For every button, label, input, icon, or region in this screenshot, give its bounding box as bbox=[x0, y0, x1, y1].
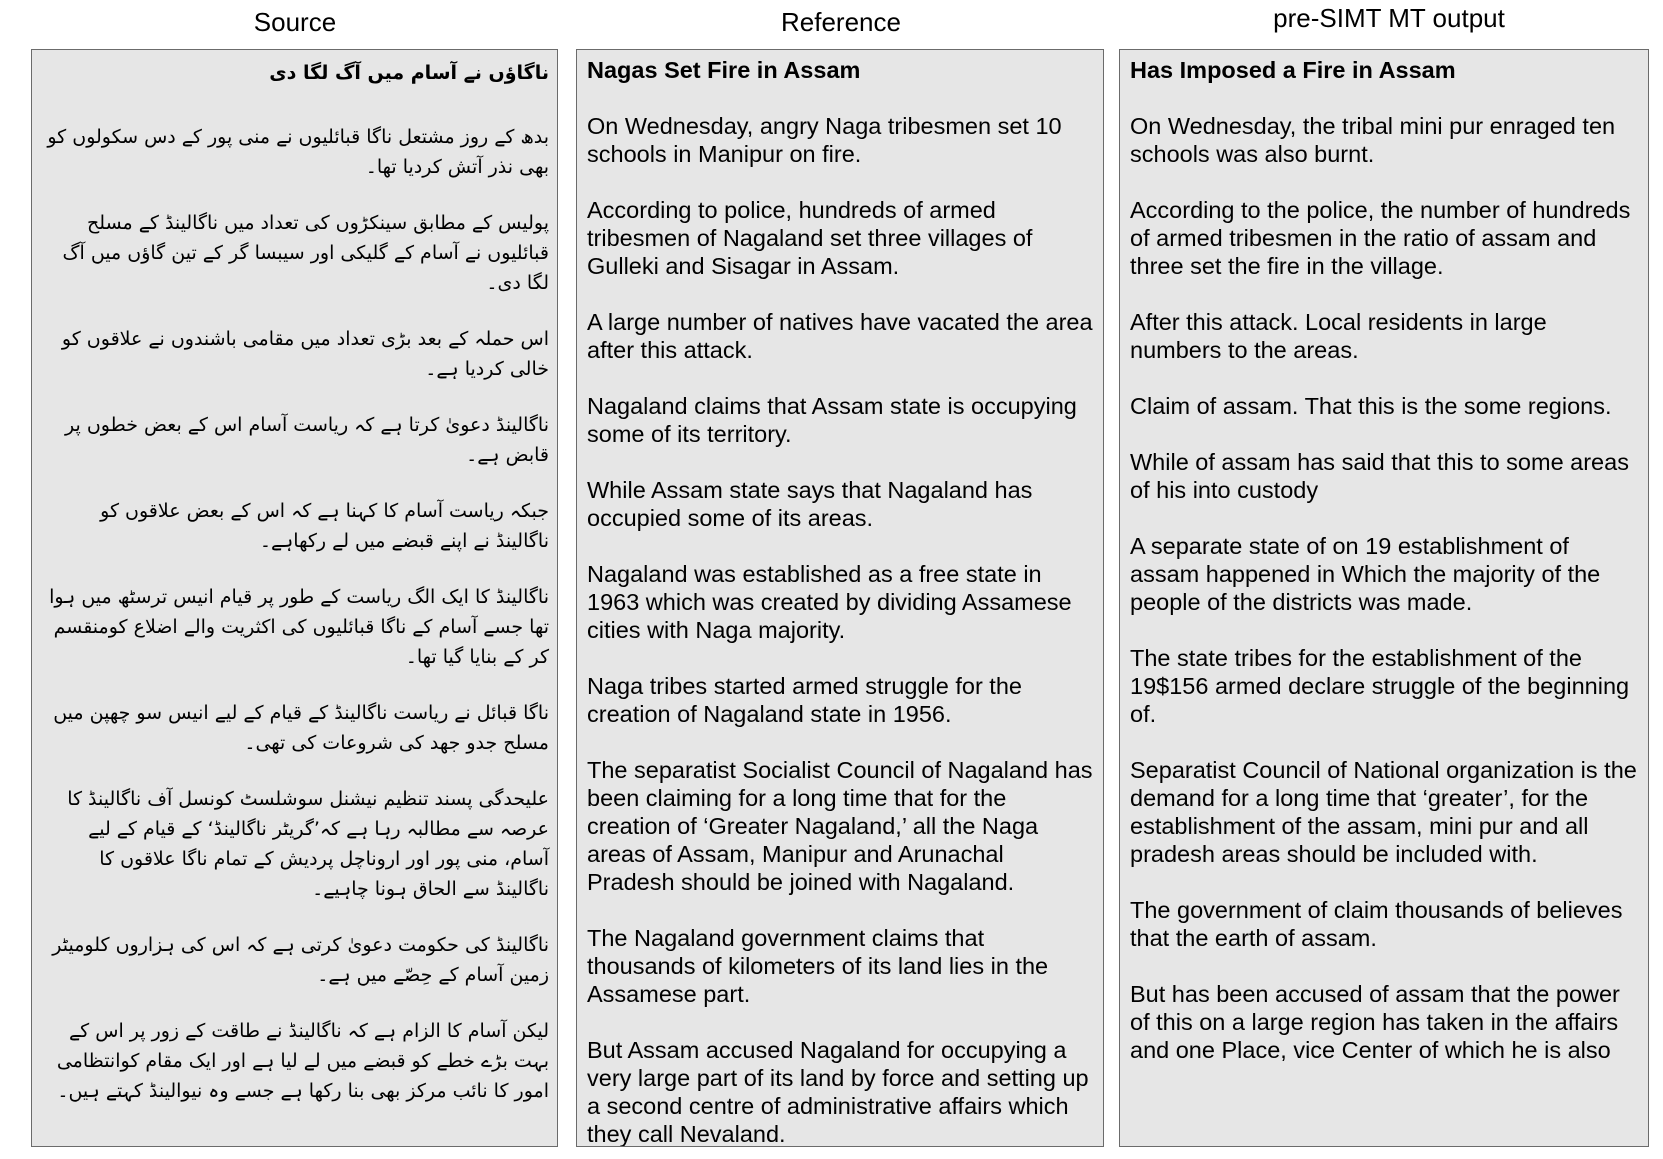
mt-output-paragraph: But has been accused of assam that the power of this on a large region has taken in the affairs and one Place, vice Center of which he is also bbox=[1130, 981, 1620, 1063]
mt-output-paragraph: After this attack. Local residents in large numbers to the areas. bbox=[1130, 309, 1547, 363]
mt-output-column-header: pre-SIMT MT output bbox=[1273, 3, 1505, 33]
reference-paragraph: But Assam accused Nagaland for occupying a very large part of its land by force and setting up a second centre of administrative affairs which they call Nevaland. bbox=[587, 1037, 1089, 1147]
mt-output-paragraph: On Wednesday, the tribal mini pur enraged ten schools was also burnt. bbox=[1130, 113, 1616, 167]
source-paragraph: ناگالینڈ کی حکومت دعویٰ کرتی ہے کہ اس کی ہزاروں کلومیٹر زمین آسام کے حِصّے میں ہے۔ bbox=[52, 934, 549, 986]
source-title: ناگاؤں نے آسام میں آگ لگا دی bbox=[269, 62, 549, 84]
mt-output-text-panel bbox=[1119, 49, 1649, 1147]
reference-paragraph: The separatist Socialist Council of Nagaland has been claiming for a long time that for the creation of ‘Greater Nagaland,’ all the Naga areas of Assam, Manipur and Arunachal Pradesh should be joined with Nagaland. bbox=[587, 757, 1093, 895]
source-paragraph: ناگا قبائل نے ریاست ناگالینڈ کے قیام کے لیے انیس سو چھپن میں مسلح جدو جھد کی شروعات کی تھی۔ bbox=[53, 702, 549, 754]
source-paragraph: ناگالینڈ دعویٰ کرتا ہے کہ ریاست آسام اس کے بعض خطوں پر قابض ہے۔ bbox=[65, 414, 549, 466]
reference-column-header: Reference bbox=[781, 7, 901, 37]
mt-output-paragraph: Claim of assam. That this is the some regions. bbox=[1130, 393, 1612, 419]
source-text-panel bbox=[31, 49, 558, 1147]
reference-paragraph: While Assam state says that Nagaland has occupied some of its areas. bbox=[587, 477, 1033, 531]
mt-output-paragraph: The government of claim thousands of believes that the earth of assam. bbox=[1130, 897, 1623, 951]
reference-paragraph: The Nagaland government claims that thousands of kilometers of its land lies in the Assamese part. bbox=[587, 925, 1049, 1007]
source-paragraph: لیکن آسام کا الزام ہے کہ ناگالینڈ نے طاقت کے زور پر اس کے بہت بڑے خطے کو قبضے میں لے لیا ہے اور ایک مقام کوانتظامی امور کا نائب مرکز بھی بنا رکھا ہے جسے وہ نیوالینڈ کہتے ہیں۔ bbox=[56, 1020, 549, 1102]
source-paragraph: ناگالینڈ کا ایک الگ ریاست کے طور پر قیام انیس ترسٹھ میں ہوا تھا جسے آسام کے ناگا قبائلیوں کی اکثریت والے اضلاع کومنقسم کر کے بنایا گیا تھا۔ bbox=[49, 586, 549, 668]
mt-output-paragraph: A separate state of on 19 establishment of assam happened in Which the majority of the people of the districts was made. bbox=[1130, 533, 1601, 615]
reference-paragraph: On Wednesday, angry Naga tribesmen set 10 schools in Manipur on fire. bbox=[587, 113, 1062, 167]
reference-paragraph: Naga tribes started armed struggle for the creation of Nagaland state in 1956. bbox=[587, 673, 1022, 727]
reference-text-panel bbox=[576, 49, 1104, 1147]
source-paragraph: پولیس کے مطابق سینکڑوں کی تعداد میں ناگالینڈ کے مسلح قبائلیوں نے آسام کے گلیکی اور سیبسا گر کے تین گاؤں میں آگ لگا دی۔ bbox=[62, 212, 549, 294]
mt-output-paragraph: According to the police, the number of hundreds of armed tribesmen in the ratio of assam and three set the fire in the village. bbox=[1130, 197, 1631, 279]
reference-paragraph: A large number of natives have vacated the area after this attack. bbox=[587, 309, 1093, 363]
reference-paragraph: Nagaland was established as a free state in 1963 which was created by dividing Assamese cities with Naga majority. bbox=[587, 561, 1072, 643]
mt-output-paragraph: While of assam has said that this to some areas of his into custody bbox=[1130, 449, 1629, 503]
mt-output-paragraph: Separatist Council of National organization is the demand for a long time that ‘greater’, for the establishment of the assam, mini pur and all pradesh areas should be included with. bbox=[1130, 757, 1637, 867]
source-paragraph: بدھ کے روز مشتعل ناگا قبائلیوں نے منی پور کے دس سکولوں کو بھی نذر آتش کردیا تھا۔ bbox=[47, 126, 549, 178]
source-paragraph: علیحدگی پسند تنظیم نیشنل سوشلسٹ کونسل آف ناگالینڈ کا عرصہ سے مطالبہ رہا ہے کہ’گریٹر ناگالینڈ‘ کے قیام کے لیے آسام، منی پور اور اروناچل پردیش کے تمام ناگا علاقوں کا ناگالینڈ سے الحاق ہونا چاہیے۔ bbox=[67, 788, 549, 900]
mt-output-paragraph: The state tribes for the establishment of the 19$156 armed declare struggle of the beginning of. bbox=[1130, 645, 1630, 727]
reference-title: Nagas Set Fire in Assam bbox=[587, 57, 861, 83]
reference-paragraph: According to police, hundreds of armed tribesmen of Nagaland set three villages of Gulleki and Sisagar in Assam. bbox=[587, 197, 1033, 279]
source-paragraph: اس حملہ کے بعد بڑی تعداد میں مقامی باشندوں نے علاقوں کو خالی کردیا ہے۔ bbox=[61, 328, 549, 380]
source-column-header: Source bbox=[253, 7, 337, 37]
source-paragraph: جبکہ ریاست آسام کا کہنا ہے کہ اس کے بعض علاقوں کو ناگالینڈ نے اپنے قبضے میں لے رکھاہے۔ bbox=[100, 500, 549, 552]
mt-output-title: Has Imposed a Fire in Assam bbox=[1130, 57, 1456, 83]
reference-paragraph: Nagaland claims that Assam state is occupying some of its territory. bbox=[587, 393, 1077, 447]
